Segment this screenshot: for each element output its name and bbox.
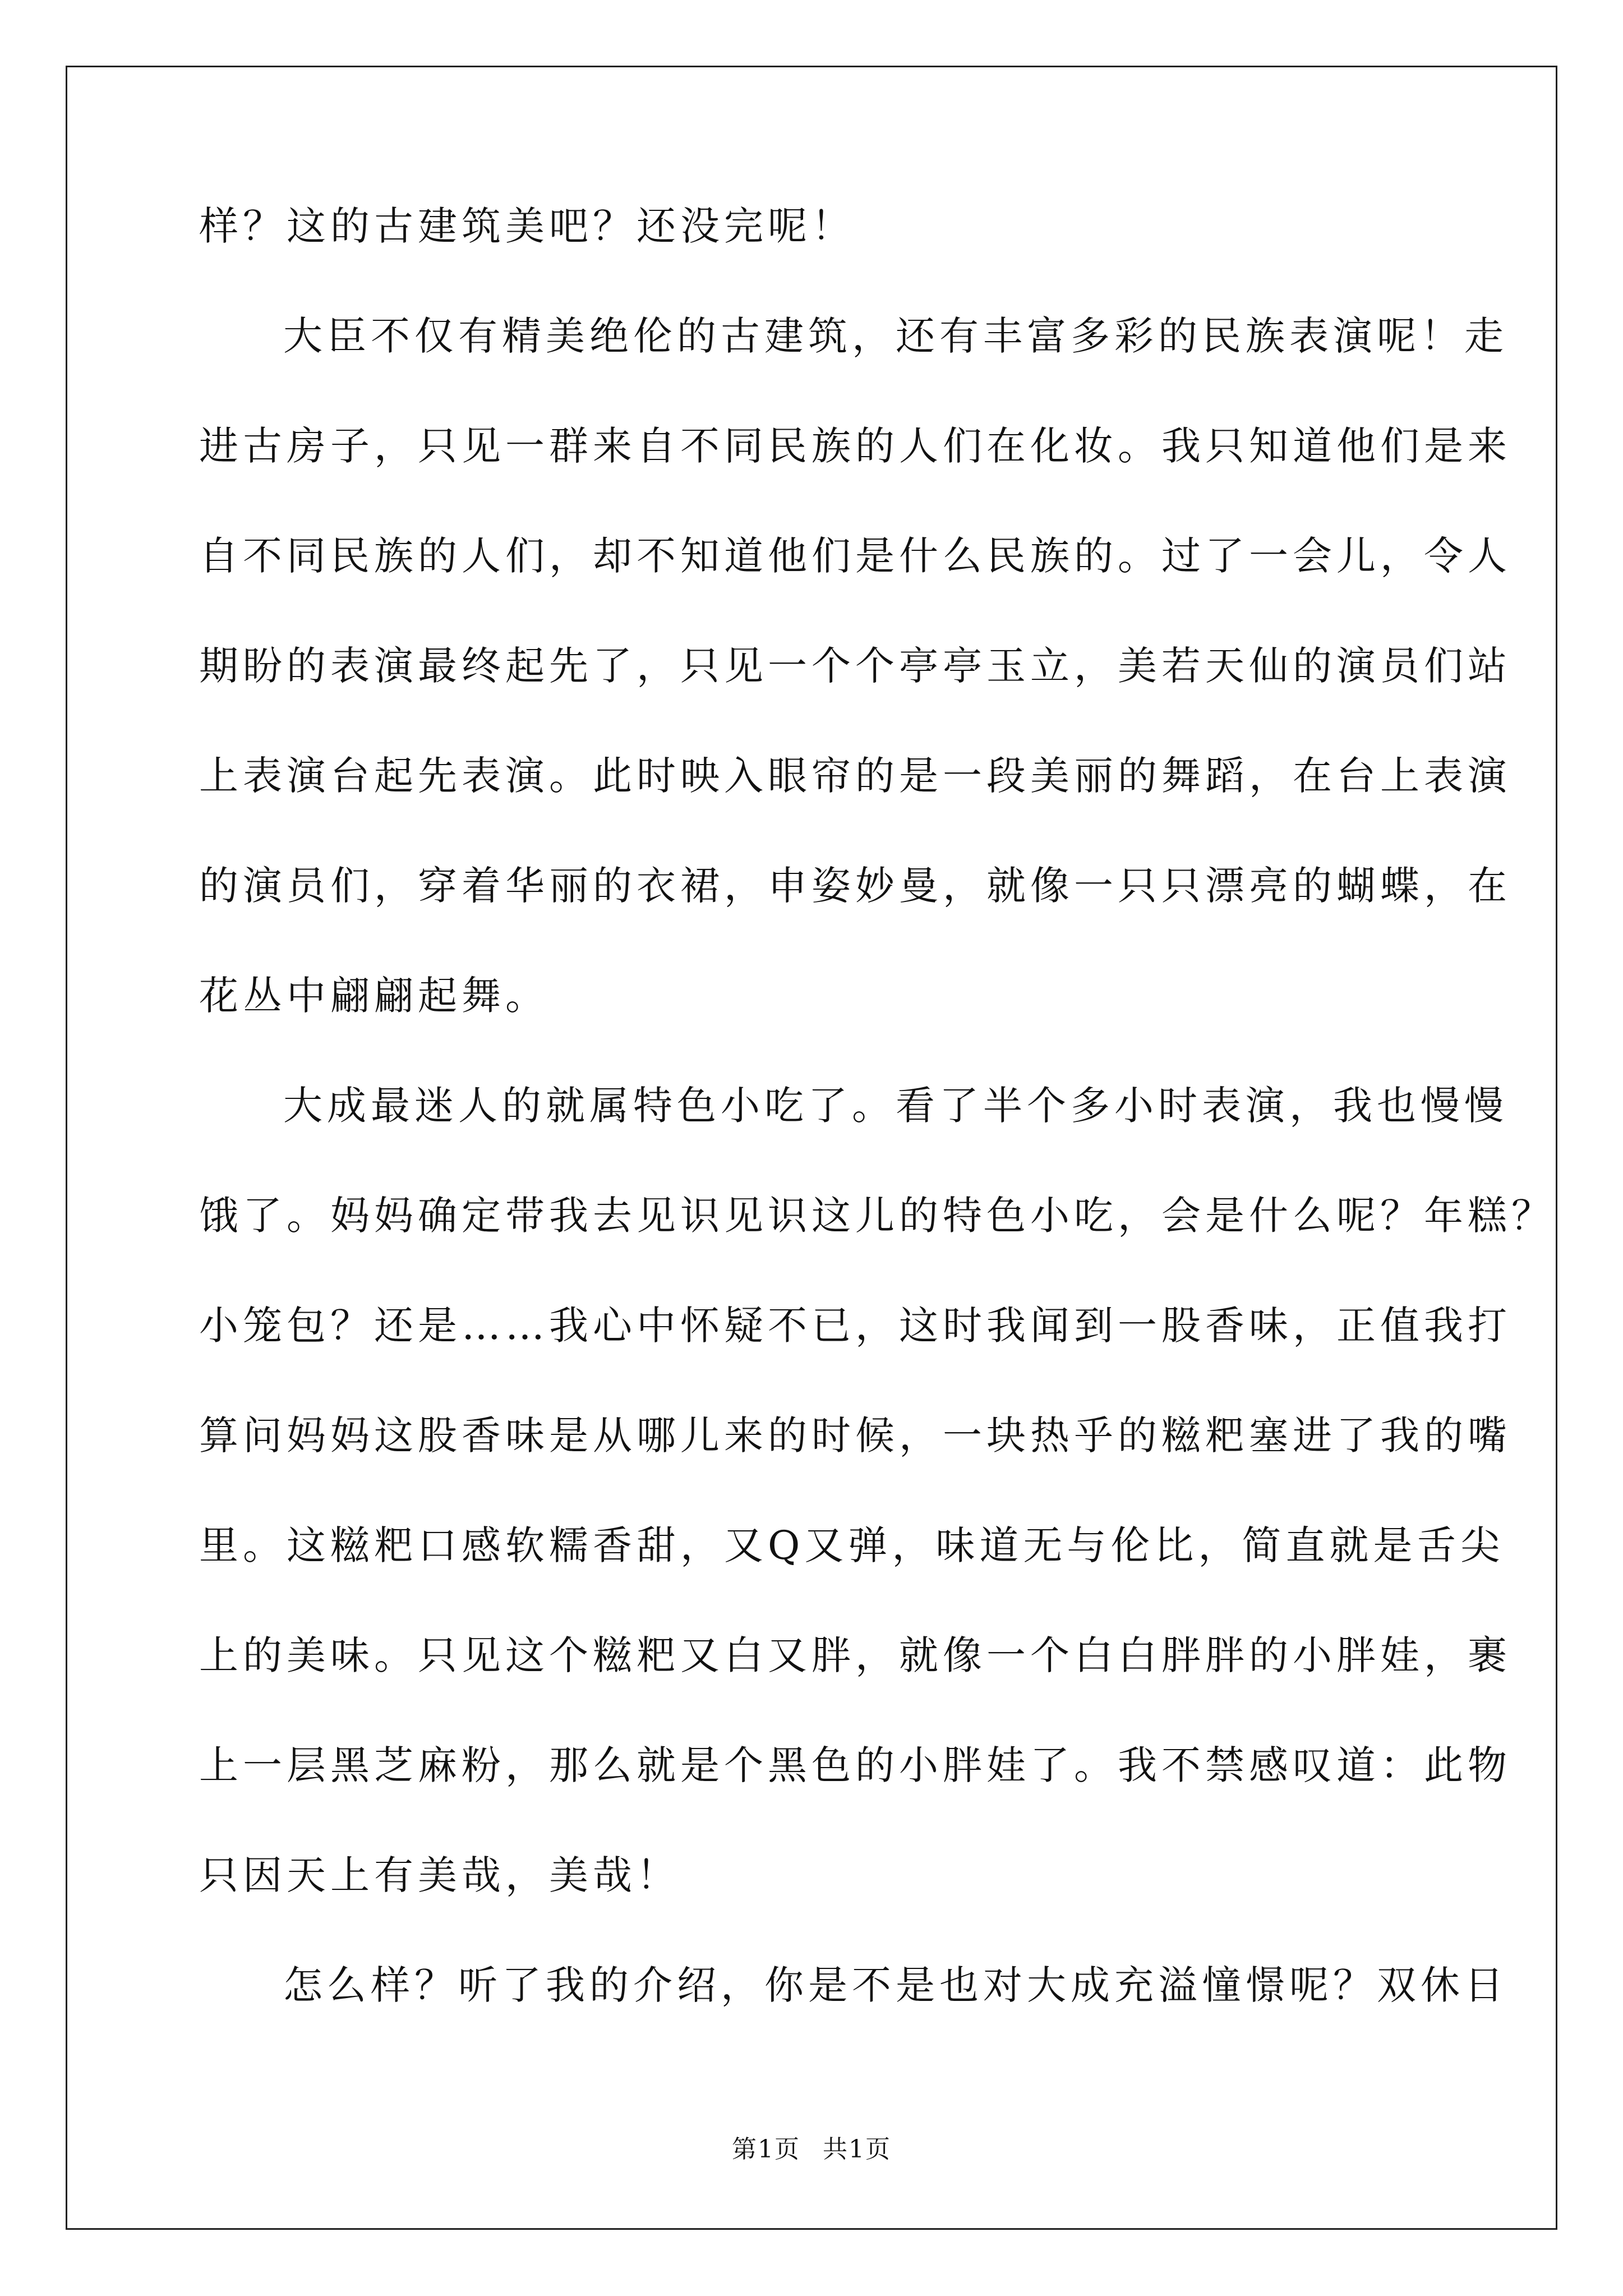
- text-line: 上表演台起先表演。此时映入眼帘的是一段美丽的舞蹈，在台上表演: [199, 753, 1511, 799]
- paragraph-start-line: 大臣不仅有精美绝伦的古建筑，还有丰富多彩的民族表演呢！走: [283, 313, 1508, 359]
- text-line: 上的美味。只见这个糍粑又白又胖，就像一个白白胖胖的小胖娃，裹: [199, 1632, 1511, 1678]
- text-line: 饿了。妈妈确定带我去见识见识这儿的特色小吃，会是什么呢？年糕？: [199, 1193, 1555, 1239]
- text-line: 花丛中翩翩起舞。: [199, 973, 549, 1019]
- page-number: 第1页: [732, 2135, 800, 2164]
- paragraph-start-line: 怎么样？听了我的介绍，你是不是也对大成充溢憧憬呢？双休日: [283, 1962, 1508, 2008]
- paragraph-start-line: 大成最迷人的就属特色小吃了。看了半个多小时表演，我也慢慢: [283, 1083, 1508, 1129]
- page-footer: [0, 2129, 1623, 2165]
- text-line: 只因天上有美哉，美哉！: [199, 1852, 680, 1898]
- text-line: 的演员们，穿着华丽的衣裙，申姿妙曼，就像一只只漂亮的蝴蝶，在: [199, 863, 1511, 909]
- text-line: 小笼包？还是……我心中怀疑不已，这时我闻到一股香味，正值我打: [199, 1303, 1511, 1349]
- text-line: 自不同民族的人们，却不知道他们是什么民族的。过了一会儿，令人: [199, 533, 1511, 579]
- total-pages: 共1页: [823, 2135, 891, 2164]
- text-line: 期盼的表演最终起先了，只见一个个亭亭玉立，美若天仙的演员们站: [199, 643, 1511, 689]
- text-line: 算问妈妈这股香味是从哪儿来的时候，一块热乎的糍粑塞进了我的嘴: [199, 1412, 1511, 1458]
- document-body: [199, 171, 1555, 2040]
- text-line: 样？这的古建筑美吧？还没完呢！: [199, 203, 855, 249]
- text-line: 进古房子，只见一群来自不同民族的人们在化妆。我只知道他们是来: [199, 423, 1511, 469]
- text-line: 里。这糍粑口感软糯香甜，又Q又弹，味道无与伦比，简直就是舌尖: [199, 1522, 1505, 1568]
- text-line: 上一层黑芝麻粉，那么就是个黑色的小胖娃了。我不禁感叹道：此物: [199, 1742, 1511, 1788]
